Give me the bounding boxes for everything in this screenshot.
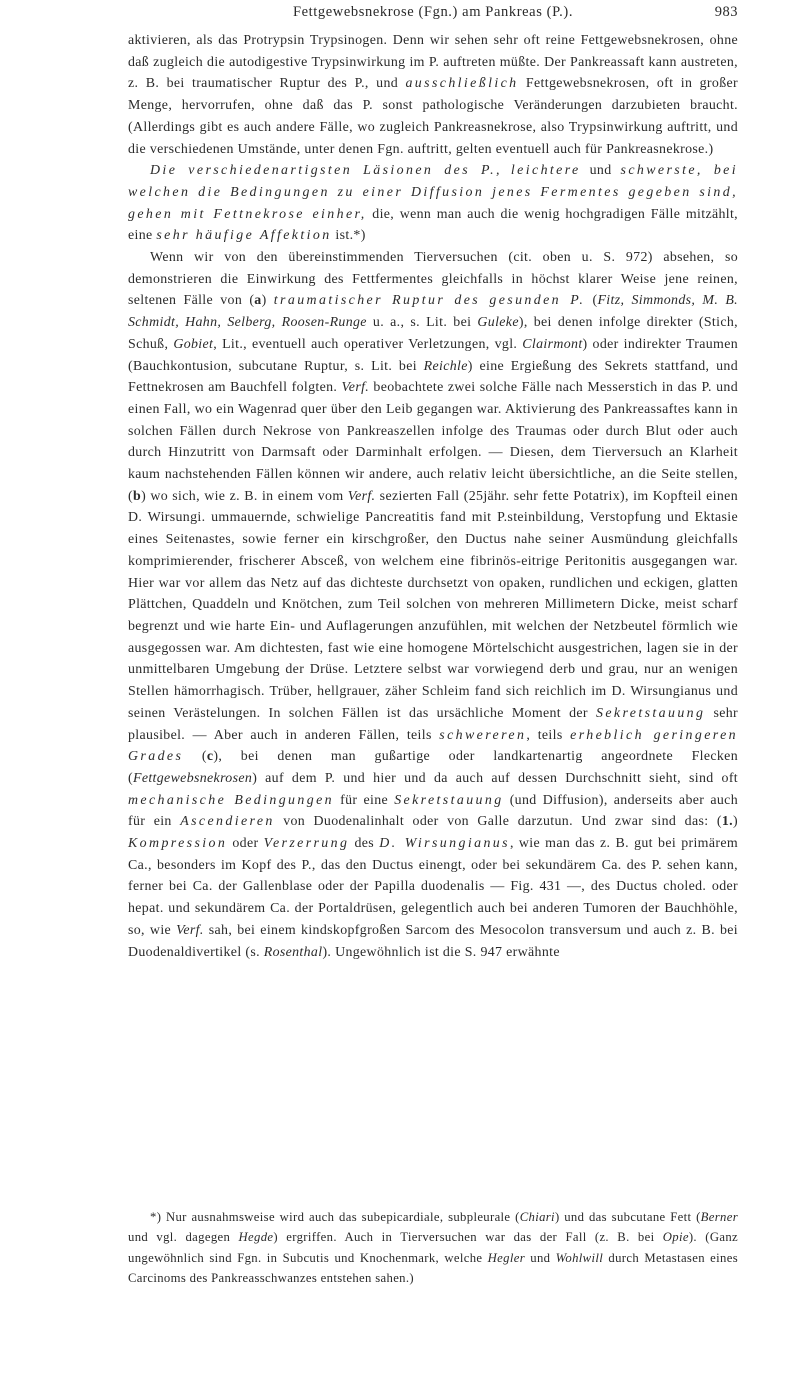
footnote-text: *) Nur ausnahmsweise wird auch das subepicardiale, subpleurale (Chiari) und das subcutane Fett (Berner und vgl. dagegen Hegde) ergriffen. Auch in Tierversuchen war das der Fall (z. B. bei Opie). (Ganz ungewöhnlich sind Fgn. in Subcutis und Knochenmark, welche Hegler und Wohlwill durch Metastasen eines Carcinoms des Pankreasschwanzes entstehen sahen.) (128, 1210, 738, 1285)
paragraph-2: Die verschiedenartigsten Läsionen des P., leichtere und schwerste, bei welchen die Bedingungen zu einer Diffusion jenes Fermentes gegeben sind, gehen mit Fettnekrose einher, die, wenn man auch die wenig hochgradigen Fälle mitzählt, eine sehr häufige Affektion ist.*) (128, 163, 739, 244)
body-text (128, 30, 738, 963)
paragraph-3: Wenn wir von den übereinstimmenden Tierversuchen (cit. oben u. S. 972) absehen, so demonstrieren die Einwirkung des Fettfermentes gleichfalls in höchst klarer Weise jene reinen, seltenen Fälle von (a) traumatischer Ruptur des gesunden P. (Fitz, Simmonds, M. B. Schmidt, Hahn, Selberg, Roosen-Runge u. a., s. Lit. bei Guleke), bei denen infolge direkter (Stich, Schuß, Gobiet, Lit., eventuell auch operativer Verletzungen, vgl. Clairmont) oder indirekter Traumen (Bauchkontusion, subcutane Ruptur, s. Lit. bei Reichle) eine Ergießung des Sekrets stattfand, und Fettnekrosen am Bauchfell folgten. Verf. beobachtete zwei solche Fälle nach Messerstich in das P. und einen Fall, wo ein Wagenrad quer über den Leib gegangen war. Aktivierung des Pankreassaftes kann in solchen Fällen durch Nekrose von Pankreaszellen infolge des Traumas oder durch Blut oder auch durch Hinzutritt von Darmsaft oder Darminhalt erfolgen. — Diesen, dem Tierversuch an Klarheit kaum nachstehenden Fällen können wir andere, auch relativ leicht übersichtliche, an die Seite stellen, (b) wo sich, wie z. B. in einem vom Verf. sezierten Fall (25jähr. sehr fette Potatrix), im Kopfteil einen D. Wirsungi. ummauernde, schwielige Pancreatitis fand mit P.steinbildung, Verstopfung und Ektasie eines Seitenastes, sowie ferner ein kirschgroßer, den Ductus nahe seiner Ausmündung gleichfalls komprimierender, frischerer Absceß, von welchem eine fibrinös-eitrige Peritonitis ausgegangen war. Hier war vor allem das Netz auf das dichteste durchsetzt von opaken, rundlichen und eckigen, glatten Plättchen, Quaddeln und Knötchen, zum Teil solchen von mehreren Millimetern Dicke, meist scharf begrenzt und wie harte Ein- und Auflagerungen anzufühlen, mit welchen der Netzbeutel förmlich wie ausgegossen war. Am dichtesten, fast wie eine homogene Mörtelschicht ausgestrichen, lagen sie in der unmittelbaren Umgebung der Drüse. Letztere selbst war vorwiegend derb und grau, nur an wenigen Stellen hämorrhagisch. Trüber, hellgrauer, zäher Schleim fand sich reichlich im D. Wirsungianus und seinen Verästelungen. In solchen Fällen ist das ursächliche Moment der Sekretstauung sehr plausibel. — Aber auch in anderen Fällen, teils schwereren, teils erheblich geringeren Grades (c), bei denen man gußartige oder landkartenartig angeordnete Flecken (Fettgewebsnekrosen) auf dem P. und hier und da auch auf dessen Durchschnitt sieht, sind oft mechanische Bedingungen für eine Sekretstauung (und Diffusion), anderseits aber auch für ein Ascendieren von Duodenalinhalt oder von Galle darzutun. Und zwar sind das: (1.) Kompression oder Verzerrung des D. Wirsungianus, wie man das z. B. gut bei primärem Ca., besonders im Kopf des P., das den Ductus einengt, oder bei sekundärem Ca. des P. sehen kann, ferner bei Ca. der Gallenblase oder der Papilla duodenalis — Fig. 431 —, des Ductus choled. oder hepat. und sekundärem Ca. der Portaldrüsen, gelegentlich auch bei anderen Tumoren der Bauchhöhle, so, wie Verf. sah, bei einem kindskopfgroßen Sarcom des Mesocolon transversum und auch z. B. bei Duodenaldivertikel (s. Rosenthal). Ungewöhnlich ist die S. 947 erwähnte (128, 250, 739, 960)
footnote (128, 1207, 738, 1288)
paragraph-1: aktivieren, als das Protrypsin Trypsinogen. Denn wir sehen sehr oft reine Fettgewebsnekrosen, ohne daß zugleich die autodigestive Trypsinwirkung im P. auftreten müßte. Der Pankreassaft kann austreten, z. B. bei traumatischer Ruptur des P., und ausschließlich Fettgewebsnekrosen, oft in großer Menge, hervorrufen, ohne daß das P. sonst pathologische Veränderungen darzubieten braucht. (Allerdings gibt es auch andere Fälle, wo zugleich Pankreasnekrose, also Trypsinwirkung auftritt, und die verschiedenen Umstände, unter denen Fgn. auftritt, gelten eventuell auch für Pankreasnekrose.) (128, 33, 738, 157)
page-number: 983 (714, 4, 738, 20)
page-header (128, 4, 738, 24)
running-title: Fettgewebsnekrose (Fgn.) am Pankreas (P.). (292, 4, 574, 20)
